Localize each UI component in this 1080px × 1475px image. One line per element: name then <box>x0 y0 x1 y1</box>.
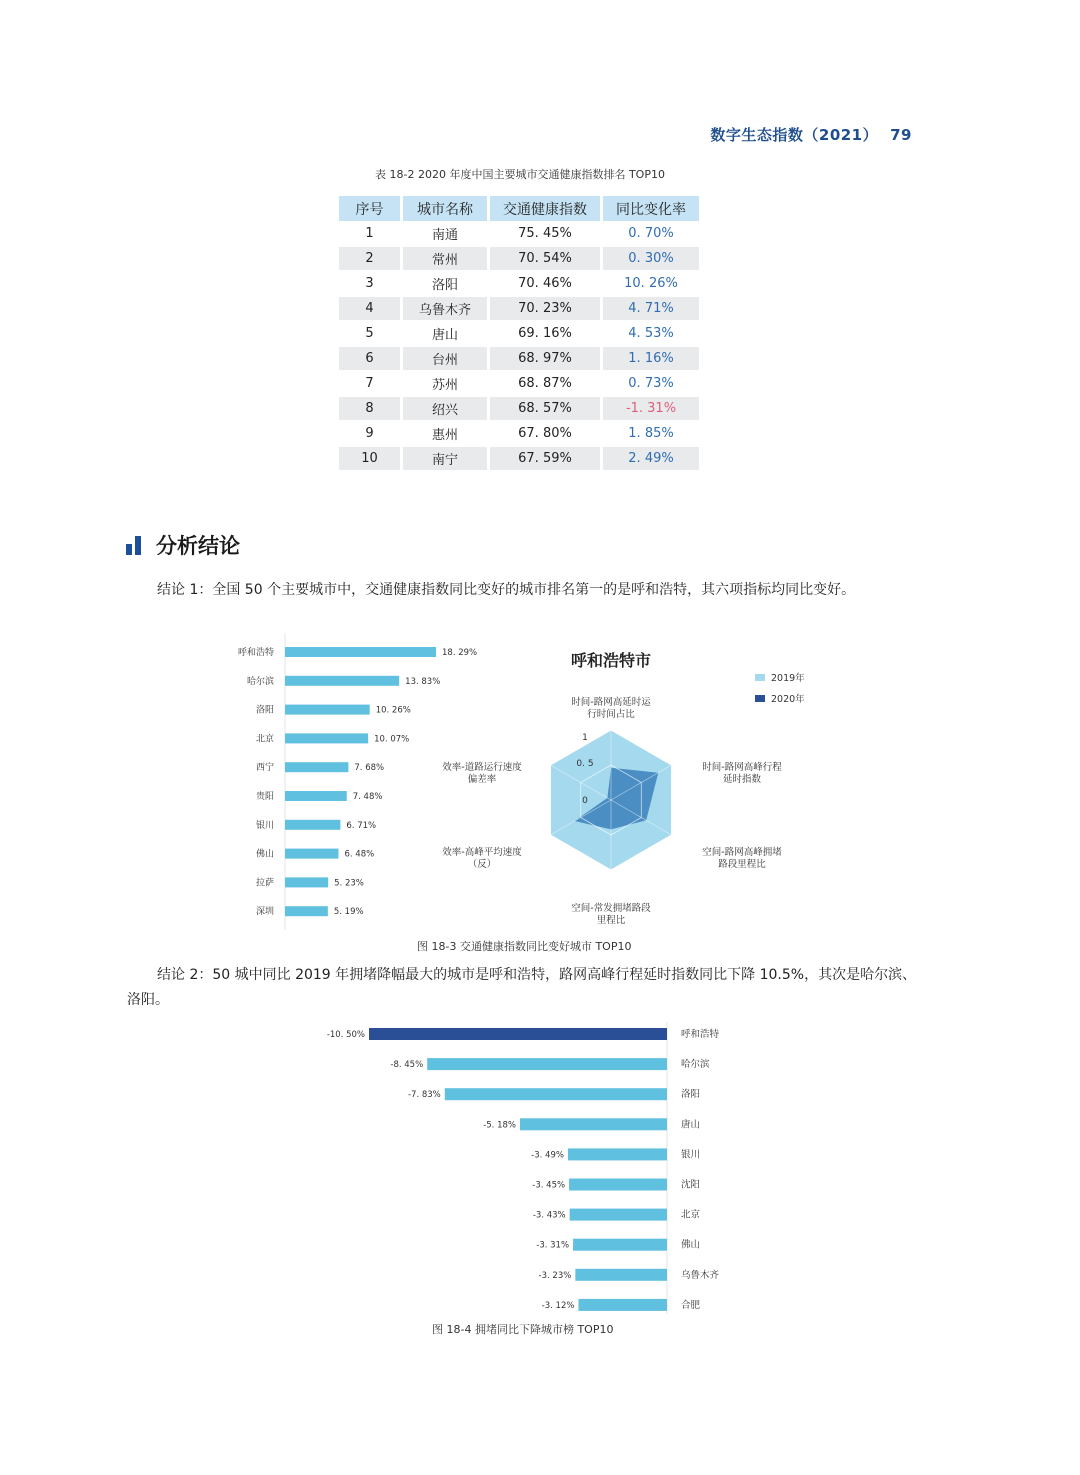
category-label: 银川 <box>255 820 274 831</box>
index-cell: 70. 23% <box>490 296 603 321</box>
value-label: 18. 29% <box>442 648 478 658</box>
city-cell: 台州 <box>403 346 490 371</box>
index-cell: 68. 87% <box>490 371 603 396</box>
category-label: 贵阳 <box>255 792 274 802</box>
value-label: -3. 31% <box>536 1240 570 1251</box>
conclusion-2-line-1: 结论 2：50 城中同比 2019 年拥堵降幅最大的城市是呼和浩特，路网高峰行程延时指数同比下降 10.5%，其次是哈尔滨、 <box>157 967 917 983</box>
bar <box>575 1269 667 1281</box>
value-label: 13. 83% <box>405 676 441 687</box>
table-row <box>339 396 702 421</box>
value-label: -3. 43% <box>532 1210 566 1221</box>
city-cell: 南通 <box>403 221 490 246</box>
change-cell: 2. 49% <box>603 446 702 471</box>
index-cell: 75. 45% <box>490 221 603 246</box>
column-header: 交通健康指数 <box>490 196 603 221</box>
radar-axis-label: 偏差率 <box>467 774 497 785</box>
rank-cell: 6 <box>339 346 403 371</box>
section-heading <box>126 530 240 560</box>
table-row <box>339 246 702 271</box>
figure-3-caption: 图 18-3 交通健康指数同比变好城市 TOP10 <box>417 940 632 953</box>
value-label: -7. 83% <box>407 1090 441 1101</box>
change-cell: 4. 71% <box>603 296 702 321</box>
section-title: 分析结论 <box>156 534 240 558</box>
value-label: -10. 50% <box>326 1030 365 1040</box>
legend-label: 2020年 <box>771 694 805 705</box>
table-row <box>339 346 702 371</box>
table-row <box>339 271 702 296</box>
city-cell: 绍兴 <box>403 396 490 421</box>
value-label: -3. 23% <box>538 1270 572 1281</box>
rank-cell: 1 <box>339 221 403 246</box>
index-cell: 70. 46% <box>490 271 603 296</box>
conclusion-1: 结论 1：全国 50 个主要城市中，交通健康指数同比变好的城市排名第一的是呼和浩特，其六项指标均同比变好。 <box>157 582 856 598</box>
category-label: 唐山 <box>681 1119 701 1131</box>
city-cell: 惠州 <box>403 421 490 446</box>
value-label: 6. 48% <box>344 849 375 860</box>
rank-cell: 2 <box>339 246 403 271</box>
radar-axis-label: 时间-路网高延时运 <box>571 697 651 708</box>
bar <box>285 849 338 859</box>
rank-cell: 8 <box>339 396 403 421</box>
bar <box>573 1239 667 1251</box>
category-label: 银川 <box>681 1149 701 1161</box>
column-header: 同比变化率 <box>603 196 702 221</box>
bar <box>285 762 348 772</box>
change-cell: 0. 73% <box>603 371 702 396</box>
table-row <box>339 321 702 346</box>
bar <box>445 1088 667 1100</box>
ranking-table <box>339 196 702 471</box>
bar <box>285 820 340 830</box>
legend-swatch-2020 <box>755 695 765 702</box>
category-label: 北京 <box>681 1209 701 1221</box>
radar-title: 呼和浩特市 <box>570 651 652 670</box>
bar <box>570 1209 667 1221</box>
index-cell: 68. 97% <box>490 346 603 371</box>
radar-tick: 0. 5 <box>576 759 594 769</box>
index-cell: 70. 54% <box>490 246 603 271</box>
radar-tick: 1 <box>582 733 588 743</box>
table-row <box>339 446 702 471</box>
radar-axis-label: 时间-路网高峰行程 <box>702 762 782 773</box>
bar <box>520 1118 667 1130</box>
category-label: 沈阳 <box>681 1179 701 1191</box>
bar <box>427 1058 667 1070</box>
city-cell: 常州 <box>403 246 490 271</box>
value-label: 7. 68% <box>354 763 385 774</box>
rank-cell: 9 <box>339 421 403 446</box>
table-row <box>339 296 702 321</box>
bar <box>285 733 368 743</box>
category-label: 洛阳 <box>255 705 274 716</box>
category-label: 呼和浩特 <box>237 648 274 658</box>
change-cell: 1. 85% <box>603 421 702 446</box>
change-cell: 10. 26% <box>603 271 702 296</box>
table-caption: 表 18-2 2020 年度中国主要城市交通健康指数排名 TOP10 <box>375 168 665 181</box>
section-marker-icon <box>126 535 144 555</box>
value-label: 5. 19% <box>333 907 364 918</box>
bar <box>578 1299 667 1311</box>
index-cell: 68. 57% <box>490 396 603 421</box>
table-row <box>339 221 702 246</box>
publication-title: 数字生态指数（2021） <box>710 126 879 144</box>
value-label: -5. 18% <box>483 1120 516 1131</box>
value-label: -3. 45% <box>532 1180 566 1191</box>
radar-axis-label: 延时指数 <box>722 774 762 785</box>
bar <box>285 877 328 887</box>
page-number: 79 <box>890 126 912 144</box>
page-header <box>710 124 912 145</box>
figure-4-caption: 图 18-4 拥堵同比下降城市榜 TOP10 <box>432 1323 614 1336</box>
value-label: 5. 23% <box>334 878 364 889</box>
change-cell: 1. 16% <box>603 346 702 371</box>
table-row <box>339 371 702 396</box>
change-cell: 4. 53% <box>603 321 702 346</box>
bar <box>285 906 328 916</box>
category-label: 哈尔滨 <box>681 1059 710 1071</box>
category-label: 西宁 <box>255 763 274 774</box>
index-cell: 67. 59% <box>490 446 603 471</box>
rank-cell: 4 <box>339 296 403 321</box>
bar <box>285 676 399 686</box>
value-label: -3. 12% <box>541 1300 575 1311</box>
radar-tick: 0 <box>582 796 588 806</box>
category-label: 乌鲁木齐 <box>681 1269 720 1281</box>
change-cell: -1. 31% <box>603 396 702 421</box>
table-header-row <box>339 196 702 221</box>
index-cell: 67. 80% <box>490 421 603 446</box>
bar <box>369 1028 667 1040</box>
value-label: -8. 45% <box>390 1060 424 1071</box>
city-cell: 南宁 <box>403 446 490 471</box>
index-cell: 69. 16% <box>490 321 603 346</box>
rank-cell: 5 <box>339 321 403 346</box>
value-label: -3. 49% <box>531 1150 564 1161</box>
table-body <box>339 221 702 471</box>
rank-cell: 3 <box>339 271 403 296</box>
city-cell: 苏州 <box>403 371 490 396</box>
radar-axis-label: 里程比 <box>596 915 626 926</box>
rank-cell: 7 <box>339 371 403 396</box>
value-label: 7. 48% <box>352 792 383 802</box>
value-label: 6. 71% <box>346 820 377 831</box>
category-label: 洛阳 <box>681 1089 701 1101</box>
radar-axis-label: 空间-路网高峰拥堵 <box>702 847 782 858</box>
category-label: 呼和浩特 <box>681 1029 720 1040</box>
table-row <box>339 421 702 446</box>
radar-axis-label: 路段里程比 <box>718 859 766 870</box>
city-cell: 洛阳 <box>403 271 490 296</box>
rank-cell: 10 <box>339 446 403 471</box>
bar <box>568 1148 667 1160</box>
category-label: 深圳 <box>255 907 274 918</box>
category-label: 合肥 <box>681 1299 701 1311</box>
conclusion-2-line-2: 洛阳。 <box>127 992 169 1008</box>
radar-axis-label: 行时间占比 <box>587 709 635 720</box>
change-cell: 0. 30% <box>603 246 702 271</box>
bar <box>285 791 347 801</box>
radar-axis-label: 效率-高峰平均速度 <box>442 847 522 858</box>
category-label: 哈尔滨 <box>246 676 274 687</box>
city-cell: 乌鲁木齐 <box>403 296 490 321</box>
figure-18-3 <box>0 625 1080 955</box>
category-label: 佛山 <box>255 849 274 860</box>
column-header: 城市名称 <box>403 196 490 221</box>
radar-axis-label: 效率-道路运行速度 <box>442 762 522 773</box>
legend-swatch-2019 <box>755 674 765 681</box>
column-header: 序号 <box>339 196 403 221</box>
category-label: 佛山 <box>681 1239 701 1251</box>
radar-axis-label: 空间-常发拥堵路段 <box>571 903 651 914</box>
bar <box>285 705 370 715</box>
city-cell: 唐山 <box>403 321 490 346</box>
legend-label: 2019年 <box>771 673 805 684</box>
category-label: 北京 <box>255 734 274 745</box>
change-cell: 0. 70% <box>603 221 702 246</box>
value-label: 10. 26% <box>375 705 411 716</box>
radar-axis-label: （反） <box>467 859 497 870</box>
bar <box>285 647 436 657</box>
value-label: 10. 07% <box>374 734 410 745</box>
figure-18-4 <box>0 1018 1080 1318</box>
bar <box>569 1179 667 1191</box>
category-label: 拉萨 <box>255 878 274 889</box>
